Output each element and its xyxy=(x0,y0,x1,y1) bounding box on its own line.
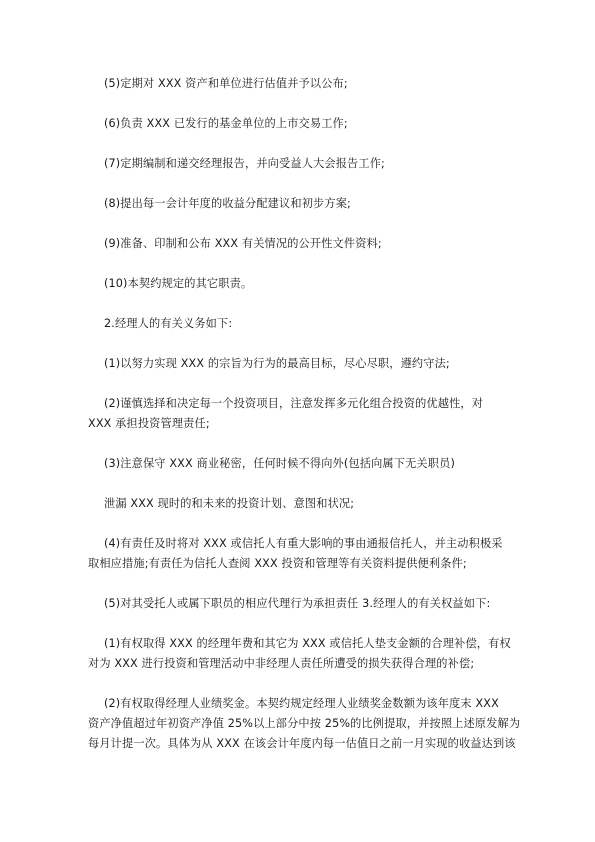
paragraph-line: (10)本契约规定的其它职责。 xyxy=(104,277,253,290)
paragraph-line: (8)提出每一会计年度的收益分配建议和初步方案; xyxy=(104,197,351,210)
paragraph-line: (5)对其受托人或属下职员的相应代理行为承担责任 3.经理人的有关权益如下: xyxy=(104,597,491,610)
paragraph-line: 泄漏 XXX 现时的和未来的投资计划、意图和状况; xyxy=(104,497,355,510)
paragraph-line: 每月计提一次。具体为从 XXX 在该会计年度内每一估值日之前一月实现的收益达到该 xyxy=(88,737,516,750)
section-heading: 2.经理人的有关义务如下: xyxy=(104,317,233,330)
paragraph-line: (2)有权取得经理人业绩奖金。本契约规定经理人业绩奖金数额为该年度末 XXX xyxy=(104,697,499,710)
paragraph-line: (5)定期对 XXX 资产和单位进行估值并予以公布; xyxy=(104,77,348,90)
paragraph-line: 对为 XXX 进行投资和管理活动中非经理人责任所遭受的损失获得合理的补偿; xyxy=(88,657,475,670)
paragraph-line: (4)有责任及时将对 XXX 或信托人有重大影响的事由通报信托人，并主动积极采 xyxy=(104,537,503,550)
paragraph-line: (3)注意保守 XXX 商业秘密，任何时候不得向外(包括向属下无关职员) xyxy=(104,457,455,470)
paragraph-line: (7)定期编制和递交经理报告，并向受益人大会报告工作; xyxy=(104,157,385,170)
paragraph-line: 资产净值超过年初资产净值 25%以上部分中按 25%的比例提取，并按照上述原发解为 xyxy=(88,717,521,730)
paragraph-line: (1)有权取得 XXX 的经理年费和其它为 XXX 或信托人垫支金额的合理补偿，有权 xyxy=(104,637,511,650)
paragraph-line: (9)准备、印制和公布 XXX 有关情况的公开性文件资料; xyxy=(104,237,382,250)
paragraph-line: (2)谨慎选择和决定每一个投资项目，注意发挥多元化组合投资的优越性，对 xyxy=(104,397,484,410)
paragraph-line: (6)负责 XXX 已发行的基金单位的上市交易工作; xyxy=(104,117,348,130)
paragraph-line: XXX 承担投资管理责任; xyxy=(88,417,210,430)
paragraph-line: 取相应措施;有责任为信托人查阅 XXX 投资和管理等有关资料提供便利条件; xyxy=(88,557,467,570)
paragraph-line: (1)以努力实现 XXX 的宗旨为行为的最高目标，尽心尽职，遵约守法; xyxy=(104,357,450,370)
